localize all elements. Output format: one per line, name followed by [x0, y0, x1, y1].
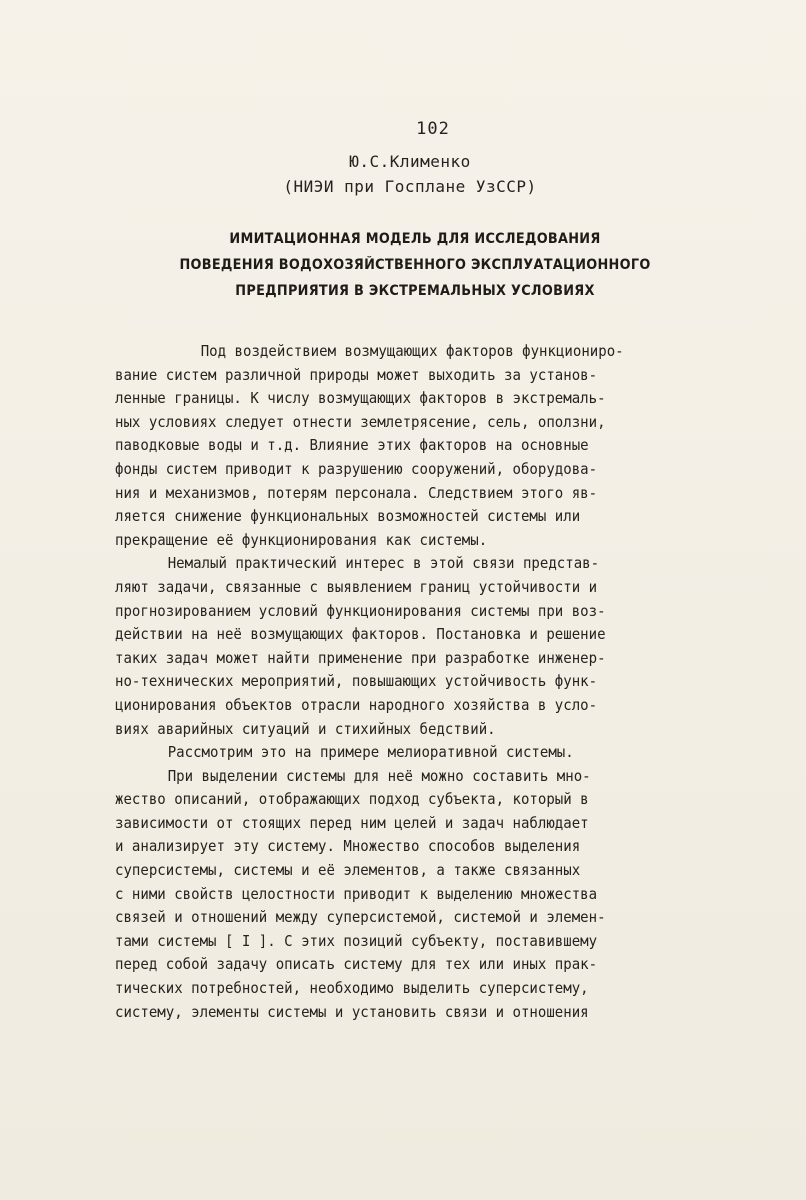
paragraph-line: ния и механизмов, потерям персонала. Следствием этого яв- — [115, 483, 598, 502]
page-number: 102 — [416, 119, 450, 139]
paragraph-line: виях аварийных ситуаций и стихийных бедствий. — [115, 719, 496, 738]
paragraph-line: вание систем различной природы может выходить за установ- — [115, 365, 598, 384]
paragraph-line: действии на неё возмущающих факторов. Постановка и решение — [115, 625, 606, 644]
paragraph-line: Под воздействием возмущающих факторов функциониро- — [200, 342, 624, 360]
title-line: ПОВЕДЕНИЯ ВОДОХОЗЯЙСТВЕННОГО ЭКСПЛУАТАЦИОННОГО — [179, 257, 651, 273]
paragraph-line: прекращение её функционирования как системы. — [115, 530, 488, 549]
paragraph-line: прогнозированием условий функционирования системы при воз- — [115, 601, 606, 620]
paragraph-line: тами системы [ I ]. С этих позиций субъекту, поставившему — [115, 931, 598, 950]
title-line: ИМИТАЦИОННАЯ МОДЕЛЬ ДЛЯ ИССЛЕДОВАНИЯ — [229, 231, 601, 247]
paragraph-line: тических потребностей, необходимо выделить суперсистему, — [115, 979, 589, 998]
article-title — [150, 226, 680, 304]
paragraph-line: ных условиях следует отнести землетрясение, сель, оползни, — [115, 412, 606, 431]
paragraph-line: жество описаний, отображающих подход субъекта, который в — [115, 790, 589, 809]
paragraph-line: фонды систем приводит к разрушению сооружений, оборудова- — [115, 459, 598, 478]
paragraph-line: с ними свойств целостности приводит к выделению множества — [115, 884, 598, 903]
body-text — [115, 340, 708, 1024]
paragraph-line: и анализирует эту систему. Множество способов выделения — [115, 837, 581, 856]
paragraph-line: паводковые воды и т.д. Влияние этих факторов на основные — [115, 436, 589, 455]
author-affiliation: (НИЭИ при Госплане УзССР) — [283, 177, 537, 196]
paragraph-line: но-технических мероприятий, повышающих устойчивость функ- — [115, 672, 598, 691]
paragraph-line: ляют задачи, связанные с выявлением границ устойчивости и — [115, 577, 598, 596]
paragraph-line: При выделении системы для неё можно составить мно- — [167, 766, 591, 785]
paragraph-line: перед собой задачу описать систему для тех или иных прак- — [115, 955, 598, 974]
paragraph-line: Немалый практический интерес в этой связи представ- — [167, 554, 600, 573]
paragraph-line: ционирования объектов отрасли народного хозяйства в усло- — [115, 695, 598, 714]
author-name: Ю.С.Клименко — [349, 152, 471, 171]
paragraph-line: зависимости от стоящих перед ним целей и задач наблюдает — [115, 813, 589, 832]
title-line: ПРЕДПРИЯТИЯ В ЭКСТРЕМАЛЬНЫХ УСЛОВИЯХ — [235, 283, 595, 299]
paragraph-line: ленные границы. К числу возмущающих факторов в экстремаль- — [115, 389, 606, 408]
paragraph-line: ляется снижение функциональных возможностей системы или — [115, 507, 581, 526]
paragraph-line: таких задач может найти применение при разработке инженер- — [115, 648, 606, 667]
paragraph-line: суперсистемы, системы и её элементов, а также связанных — [115, 861, 581, 880]
paragraph-line: Рассмотрим это на примере мелиоративной системы. — [167, 743, 574, 762]
paragraph-line: систему, элементы системы и установить связи и отношения — [115, 1002, 589, 1021]
paragraph-line: связей и отношений между суперсистемой, системой и элемен- — [115, 908, 606, 927]
